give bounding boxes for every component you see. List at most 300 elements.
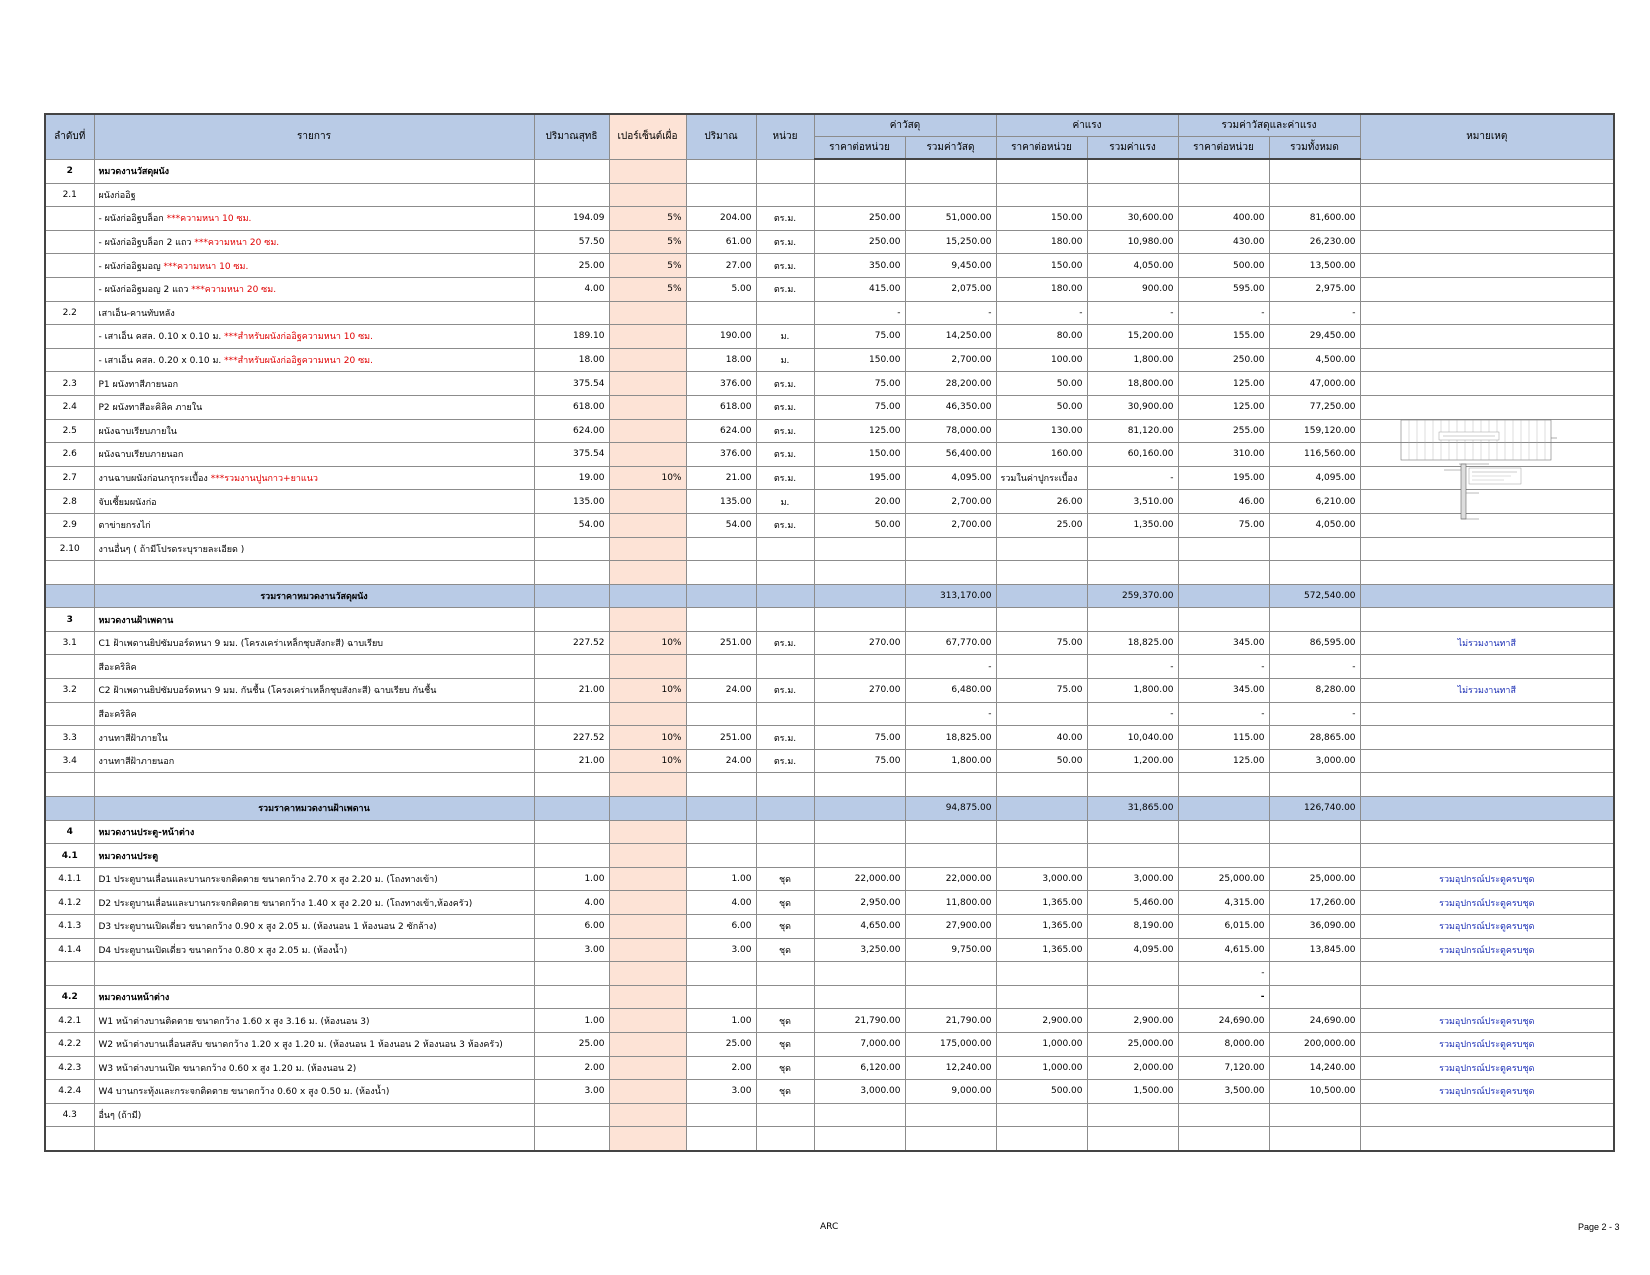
labor-sum-cell: 15,200.00 xyxy=(1087,325,1178,349)
waste-cell xyxy=(609,348,686,372)
qty-cell: 18.00 xyxy=(686,348,756,372)
item-text: หมวดงานหน้าต่าง xyxy=(98,993,170,1004)
item-text: งานอื่นๆ ( ถ้ามีโปรดระบุรายละเอียด ) xyxy=(98,544,245,555)
col-labor-sum-header: รวมค่าแรง xyxy=(1087,137,1178,160)
remark-cell xyxy=(1360,301,1614,325)
qty-cell: 135.00 xyxy=(686,490,756,514)
subtotal-label: รวมราคาหมวดงานฝ้าเพดาน xyxy=(94,797,534,821)
no-cell: 3.1 xyxy=(45,631,94,655)
net-qty-cell: 189.10 xyxy=(534,325,609,349)
material-sum-cell xyxy=(905,820,996,844)
material-sum-cell xyxy=(905,159,996,183)
material-unit-cell: 150.00 xyxy=(814,443,905,467)
grand-sum-cell: 6,210.00 xyxy=(1269,490,1360,514)
item-text: - ผนังก่ออิฐมอญ 2 แถว xyxy=(98,285,192,296)
labor-unit-cell xyxy=(996,183,1087,207)
net-qty-cell xyxy=(534,537,609,561)
table-row xyxy=(45,1032,1614,1056)
material-unit-cell: 270.00 xyxy=(814,631,905,655)
unit-cell xyxy=(756,584,814,608)
unit-cell xyxy=(756,537,814,561)
net-qty-cell: 54.00 xyxy=(534,513,609,537)
material-unit-cell: 270.00 xyxy=(814,679,905,703)
net-qty-cell xyxy=(534,820,609,844)
labor-sum-cell xyxy=(1087,561,1178,585)
col-labor-unit-price-header: ราคาต่อหน่วย xyxy=(996,137,1087,160)
grand-sum-cell xyxy=(1269,820,1360,844)
table-row xyxy=(45,1080,1614,1104)
grand-sum-cell xyxy=(1269,962,1360,986)
item-text: D2 ประตูบานเลื่อนและบานกระจกติดตาย ขนาดกว้าง 1.40 x สูง 2.20 ม. (โถงทางเข้า,ห้องครัว) xyxy=(98,898,473,909)
material-sum-cell: 27,900.00 xyxy=(905,915,996,939)
material-sum-cell: 12,240.00 xyxy=(905,1056,996,1080)
no-cell xyxy=(45,230,94,254)
grand-sum-cell: 10,500.00 xyxy=(1269,1080,1360,1104)
qty-cell xyxy=(686,820,756,844)
labor-sum-cell: 60,160.00 xyxy=(1087,443,1178,467)
unit-cell xyxy=(756,1103,814,1127)
net-qty-cell xyxy=(534,183,609,207)
item-cell xyxy=(94,938,534,962)
no-cell: 2.7 xyxy=(45,466,94,490)
table-row xyxy=(45,1127,1614,1151)
item-cell xyxy=(94,183,534,207)
item-cell xyxy=(94,254,534,278)
waste-cell xyxy=(609,773,686,797)
remark-cell xyxy=(1360,159,1614,183)
unit-cell: ตร.ม. xyxy=(756,443,814,467)
net-qty-cell: 3.00 xyxy=(534,938,609,962)
total-unit-cell: 125.00 xyxy=(1178,372,1269,396)
labor-sum-cell xyxy=(1087,183,1178,207)
item-text: หมวดงานประตู-หน้าต่าง xyxy=(98,827,195,838)
net-qty-cell xyxy=(534,1103,609,1127)
table-row xyxy=(45,254,1614,278)
qty-cell: 3.00 xyxy=(686,1080,756,1104)
waste-cell xyxy=(609,419,686,443)
item-cell xyxy=(94,1103,534,1127)
item-cell xyxy=(94,1127,534,1151)
waste-cell xyxy=(609,513,686,537)
no-cell: 3.4 xyxy=(45,749,94,773)
labor-unit-cell: 1,000.00 xyxy=(996,1032,1087,1056)
col-grand-sum-header: รวมทั้งหมด xyxy=(1269,137,1360,160)
table-row xyxy=(45,277,1614,301)
unit-cell: ตร.ม. xyxy=(756,749,814,773)
waste-cell xyxy=(609,1056,686,1080)
waste-cell xyxy=(609,372,686,396)
waste-cell xyxy=(609,325,686,349)
no-cell: 2.10 xyxy=(45,537,94,561)
unit-cell: ชุด xyxy=(756,1080,814,1104)
remark-cell xyxy=(1360,183,1614,207)
waste-cell: 5% xyxy=(609,207,686,231)
labor-unit-cell: 180.00 xyxy=(996,230,1087,254)
no-cell: 2.6 xyxy=(45,443,94,467)
labor-sum-cell xyxy=(1087,537,1178,561)
unit-cell: ตร.ม. xyxy=(756,230,814,254)
no-cell: 2.3 xyxy=(45,372,94,396)
subtotal-label: รวมราคาหมวดงานวัสดุผนัง xyxy=(94,584,534,608)
total-unit-cell: - xyxy=(1178,655,1269,679)
qty-cell: 376.00 xyxy=(686,372,756,396)
material-sum-cell xyxy=(905,1103,996,1127)
labor-sum-cell: 2,000.00 xyxy=(1087,1056,1178,1080)
total-unit-cell: 400.00 xyxy=(1178,207,1269,231)
material-sum-cell: 67,770.00 xyxy=(905,631,996,655)
grand-sum-cell xyxy=(1269,985,1360,1009)
labor-unit-cell: 1,365.00 xyxy=(996,915,1087,939)
material-sum-cell: 6,480.00 xyxy=(905,679,996,703)
total-unit-cell: 8,000.00 xyxy=(1178,1032,1269,1056)
material-unit-cell xyxy=(814,655,905,679)
item-cell xyxy=(94,372,534,396)
item-text: งานทาสีฝ้าภายนอก xyxy=(98,757,175,768)
qty-cell: 4.00 xyxy=(686,891,756,915)
labor-unit-cell xyxy=(996,159,1087,183)
item-cell xyxy=(94,820,534,844)
unit-cell: ตร.ม. xyxy=(756,372,814,396)
grand-sum-cell: 572,540.00 xyxy=(1269,584,1360,608)
table-row xyxy=(45,419,1614,443)
net-qty-cell: 1.00 xyxy=(534,1009,609,1033)
item-text: - ผนังก่ออิฐบล็อก xyxy=(98,214,167,225)
total-unit-cell xyxy=(1178,608,1269,632)
table-row xyxy=(45,443,1614,467)
grand-sum-cell xyxy=(1269,159,1360,183)
waste-cell xyxy=(609,608,686,632)
remark-cell xyxy=(1360,985,1614,1009)
no-cell: 2.9 xyxy=(45,513,94,537)
material-unit-cell: 3,250.00 xyxy=(814,938,905,962)
remark-cell xyxy=(1360,348,1614,372)
remark-cell: รวมอุปกรณ์ประตูครบชุด xyxy=(1360,1080,1614,1104)
net-qty-cell xyxy=(534,844,609,868)
qty-cell: 5.00 xyxy=(686,277,756,301)
total-unit-cell xyxy=(1178,584,1269,608)
grand-sum-cell: 14,240.00 xyxy=(1269,1056,1360,1080)
total-unit-cell: 255.00 xyxy=(1178,419,1269,443)
unit-cell xyxy=(756,655,814,679)
section-row xyxy=(45,159,1614,183)
total-unit-cell: 25,000.00 xyxy=(1178,867,1269,891)
qty-cell xyxy=(686,159,756,183)
grand-sum-cell: 126,740.00 xyxy=(1269,797,1360,821)
material-sum-cell: 9,450.00 xyxy=(905,254,996,278)
grand-sum-cell: 200,000.00 xyxy=(1269,1032,1360,1056)
labor-unit-cell: 500.00 xyxy=(996,1080,1087,1104)
qty-cell: 204.00 xyxy=(686,207,756,231)
labor-unit-cell: 1,000.00 xyxy=(996,1056,1087,1080)
item-cell xyxy=(94,207,534,231)
item-text: W2 หน้าต่างบานเลื่อนสลับ ขนาดกว้าง 1.20 x สูง 1.20 ม. (ห้องนอน 1 ห้องนอน 2 ห้องนอน 3 ห้องครัว) xyxy=(98,1040,503,1051)
material-sum-cell: 21,790.00 xyxy=(905,1009,996,1033)
material-unit-cell xyxy=(814,702,905,726)
material-sum-cell: 56,400.00 xyxy=(905,443,996,467)
net-qty-cell: 375.54 xyxy=(534,372,609,396)
material-sum-cell: 175,000.00 xyxy=(905,1032,996,1056)
no-cell: 3.3 xyxy=(45,726,94,750)
unit-cell: ตร.ม. xyxy=(756,207,814,231)
remark-cell xyxy=(1360,1127,1614,1151)
unit-cell: ม. xyxy=(756,348,814,372)
remark-cell: รวมอุปกรณ์ประตูครบชุด xyxy=(1360,1056,1614,1080)
no-cell xyxy=(45,561,94,585)
waste-cell xyxy=(609,1127,686,1151)
table-row xyxy=(45,395,1614,419)
labor-unit-cell xyxy=(996,1127,1087,1151)
net-qty-cell: 2.00 xyxy=(534,1056,609,1080)
item-note: ***ความหนา 20 ซม. xyxy=(194,238,280,249)
remark-cell xyxy=(1360,230,1614,254)
material-unit-cell: - xyxy=(814,301,905,325)
remark-cell xyxy=(1360,726,1614,750)
labor-sum-cell: 30,600.00 xyxy=(1087,207,1178,231)
item-note: ***สำหรับผนังก่ออิฐความหนา 10 ซม. xyxy=(224,332,373,343)
grand-sum-cell xyxy=(1269,608,1360,632)
material-unit-cell xyxy=(814,844,905,868)
unit-cell: ชุด xyxy=(756,915,814,939)
item-note: ***ความหนา 20 ซม. xyxy=(191,285,277,296)
no-cell: 4.2.3 xyxy=(45,1056,94,1080)
labor-sum-cell: - xyxy=(1087,301,1178,325)
labor-sum-cell: 30,900.00 xyxy=(1087,395,1178,419)
unit-cell xyxy=(756,844,814,868)
grand-sum-cell xyxy=(1269,844,1360,868)
no-cell: 3.2 xyxy=(45,679,94,703)
labor-unit-cell: 130.00 xyxy=(996,419,1087,443)
item-cell xyxy=(94,301,534,325)
material-sum-cell xyxy=(905,608,996,632)
unit-cell: ตร.ม. xyxy=(756,513,814,537)
waste-cell: 10% xyxy=(609,631,686,655)
unit-cell: ชุด xyxy=(756,1032,814,1056)
item-cell xyxy=(94,277,534,301)
subtotal-row xyxy=(45,584,1614,608)
qty-cell xyxy=(686,1103,756,1127)
table-row xyxy=(45,773,1614,797)
grand-sum-cell: 36,090.00 xyxy=(1269,915,1360,939)
item-cell xyxy=(94,726,534,750)
total-unit-cell xyxy=(1178,159,1269,183)
grand-sum-cell: 159,120.00 xyxy=(1269,419,1360,443)
no-cell xyxy=(45,773,94,797)
material-sum-cell: - xyxy=(905,301,996,325)
table-row xyxy=(45,230,1614,254)
table-row xyxy=(45,325,1614,349)
qty-cell: 376.00 xyxy=(686,443,756,467)
item-cell xyxy=(94,230,534,254)
unit-cell: ม. xyxy=(756,325,814,349)
qty-cell: 1.00 xyxy=(686,867,756,891)
material-unit-cell xyxy=(814,561,905,585)
labor-sum-cell: 1,500.00 xyxy=(1087,1080,1178,1104)
total-unit-cell: - xyxy=(1178,301,1269,325)
labor-unit-cell: 80.00 xyxy=(996,325,1087,349)
table-row xyxy=(45,655,1614,679)
labor-sum-cell: 25,000.00 xyxy=(1087,1032,1178,1056)
waste-cell: 10% xyxy=(609,466,686,490)
total-unit-cell: 7,120.00 xyxy=(1178,1056,1269,1080)
qty-cell xyxy=(686,584,756,608)
unit-cell: ชุด xyxy=(756,938,814,962)
material-unit-cell xyxy=(814,1127,905,1151)
labor-unit-cell xyxy=(996,702,1087,726)
table-row xyxy=(45,702,1614,726)
unit-cell xyxy=(756,1127,814,1151)
item-cell xyxy=(94,419,534,443)
material-unit-cell: 6,120.00 xyxy=(814,1056,905,1080)
total-unit-cell: 595.00 xyxy=(1178,277,1269,301)
waste-cell xyxy=(609,183,686,207)
item-text: สีอะคริลิค xyxy=(98,662,137,673)
material-unit-cell xyxy=(814,820,905,844)
item-text: - ผนังก่ออิฐมอญ xyxy=(98,261,164,272)
table-row xyxy=(45,466,1614,490)
total-unit-cell: - xyxy=(1178,962,1269,986)
qty-cell: 25.00 xyxy=(686,1032,756,1056)
material-unit-cell: 7,000.00 xyxy=(814,1032,905,1056)
grand-sum-cell xyxy=(1269,773,1360,797)
labor-unit-cell: 75.00 xyxy=(996,631,1087,655)
item-cell xyxy=(94,631,534,655)
labor-sum-cell: 10,040.00 xyxy=(1087,726,1178,750)
waste-cell xyxy=(609,537,686,561)
material-unit-cell: 75.00 xyxy=(814,395,905,419)
material-sum-cell xyxy=(905,537,996,561)
col-item-header: รายการ xyxy=(94,114,534,159)
material-unit-cell xyxy=(814,962,905,986)
unit-cell xyxy=(756,159,814,183)
labor-unit-cell xyxy=(996,820,1087,844)
net-qty-cell: 618.00 xyxy=(534,395,609,419)
labor-sum-cell: 259,370.00 xyxy=(1087,584,1178,608)
no-cell: 4.2.2 xyxy=(45,1032,94,1056)
qty-cell xyxy=(686,1127,756,1151)
no-cell: 2.2 xyxy=(45,301,94,325)
col-labor-group-header: ค่าแรง xyxy=(996,114,1178,137)
material-unit-cell: 50.00 xyxy=(814,513,905,537)
grand-sum-cell: 4,500.00 xyxy=(1269,348,1360,372)
labor-unit-cell: 1,365.00 xyxy=(996,891,1087,915)
unit-cell: ตร.ม. xyxy=(756,679,814,703)
table-row xyxy=(45,867,1614,891)
labor-sum-cell xyxy=(1087,159,1178,183)
no-cell: 4.1.1 xyxy=(45,867,94,891)
total-unit-cell xyxy=(1178,1103,1269,1127)
material-unit-cell: 2,950.00 xyxy=(814,891,905,915)
labor-sum-cell: 5,460.00 xyxy=(1087,891,1178,915)
total-unit-cell xyxy=(1178,561,1269,585)
material-sum-cell xyxy=(905,844,996,868)
net-qty-cell xyxy=(534,561,609,585)
qty-cell xyxy=(686,561,756,585)
no-cell xyxy=(45,655,94,679)
remark-cell xyxy=(1360,820,1614,844)
material-sum-cell xyxy=(905,773,996,797)
waste-cell xyxy=(609,844,686,868)
remark-cell: รวมอุปกรณ์ประตูครบชุด xyxy=(1360,938,1614,962)
qty-cell: 624.00 xyxy=(686,419,756,443)
unit-cell xyxy=(756,702,814,726)
qty-cell: 27.00 xyxy=(686,254,756,278)
net-qty-cell xyxy=(534,1127,609,1151)
col-waste-header: เปอร์เซ็นต์เผื่อ xyxy=(609,114,686,159)
item-text: C1 ฝ้าเพดานยิปซัมบอร์ดหนา 9 มม. (โครงเคร่าเหล็กชุบสังกะสี) ฉาบเรียบ xyxy=(98,639,383,650)
unit-cell xyxy=(756,183,814,207)
labor-sum-cell: 1,800.00 xyxy=(1087,679,1178,703)
grand-sum-cell: 13,500.00 xyxy=(1269,254,1360,278)
material-sum-cell: 14,250.00 xyxy=(905,325,996,349)
qty-cell xyxy=(686,844,756,868)
waste-cell: 10% xyxy=(609,679,686,703)
labor-sum-cell: 18,800.00 xyxy=(1087,372,1178,396)
grand-sum-cell: 86,595.00 xyxy=(1269,631,1360,655)
col-qty-header: ปริมาณ xyxy=(686,114,756,159)
material-sum-cell xyxy=(905,183,996,207)
net-qty-cell: 25.00 xyxy=(534,1032,609,1056)
labor-sum-cell: 4,050.00 xyxy=(1087,254,1178,278)
item-cell xyxy=(94,773,534,797)
waste-cell xyxy=(609,938,686,962)
net-qty-cell: 4.00 xyxy=(534,277,609,301)
item-cell xyxy=(94,513,534,537)
footer-center: ARC xyxy=(820,1222,839,1232)
no-cell xyxy=(45,207,94,231)
material-sum-cell: 28,200.00 xyxy=(905,372,996,396)
labor-unit-cell: 50.00 xyxy=(996,749,1087,773)
material-unit-cell: 250.00 xyxy=(814,207,905,231)
item-text: - เสาเอ็น คสล. 0.20 x 0.10 ม. xyxy=(98,356,225,367)
item-cell xyxy=(94,537,534,561)
remark-cell xyxy=(1360,608,1614,632)
labor-sum-cell: - xyxy=(1087,466,1178,490)
net-qty-cell: 227.52 xyxy=(534,631,609,655)
grand-sum-cell: - xyxy=(1269,655,1360,679)
material-unit-cell: 195.00 xyxy=(814,466,905,490)
material-unit-cell: 150.00 xyxy=(814,348,905,372)
labor-unit-cell: 150.00 xyxy=(996,254,1087,278)
item-cell xyxy=(94,348,534,372)
grand-sum-cell: 116,560.00 xyxy=(1269,443,1360,467)
net-qty-cell: 227.52 xyxy=(534,726,609,750)
labor-sum-cell xyxy=(1087,820,1178,844)
material-sum-cell xyxy=(905,561,996,585)
waste-cell xyxy=(609,1032,686,1056)
item-cell xyxy=(94,466,534,490)
remark-cell xyxy=(1360,372,1614,396)
qty-cell xyxy=(686,797,756,821)
unit-cell: ตร.ม. xyxy=(756,726,814,750)
grand-sum-cell: 13,845.00 xyxy=(1269,938,1360,962)
labor-sum-cell: 81,120.00 xyxy=(1087,419,1178,443)
labor-unit-cell xyxy=(996,1103,1087,1127)
material-unit-cell: 22,000.00 xyxy=(814,867,905,891)
grand-sum-cell xyxy=(1269,537,1360,561)
waste-cell xyxy=(609,702,686,726)
grand-sum-cell: 81,600.00 xyxy=(1269,207,1360,231)
material-sum-cell: 9,750.00 xyxy=(905,938,996,962)
grand-sum-cell: 3,000.00 xyxy=(1269,749,1360,773)
item-note: ***รวมงานปูนกาว+ยาแนว xyxy=(210,474,318,485)
table-row xyxy=(45,537,1614,561)
remark-cell: ไม่รวมงานทาสี xyxy=(1360,679,1614,703)
labor-sum-cell xyxy=(1087,844,1178,868)
unit-cell: ชุด xyxy=(756,867,814,891)
labor-unit-cell xyxy=(996,584,1087,608)
table-row xyxy=(45,891,1614,915)
total-unit-cell: 125.00 xyxy=(1178,395,1269,419)
